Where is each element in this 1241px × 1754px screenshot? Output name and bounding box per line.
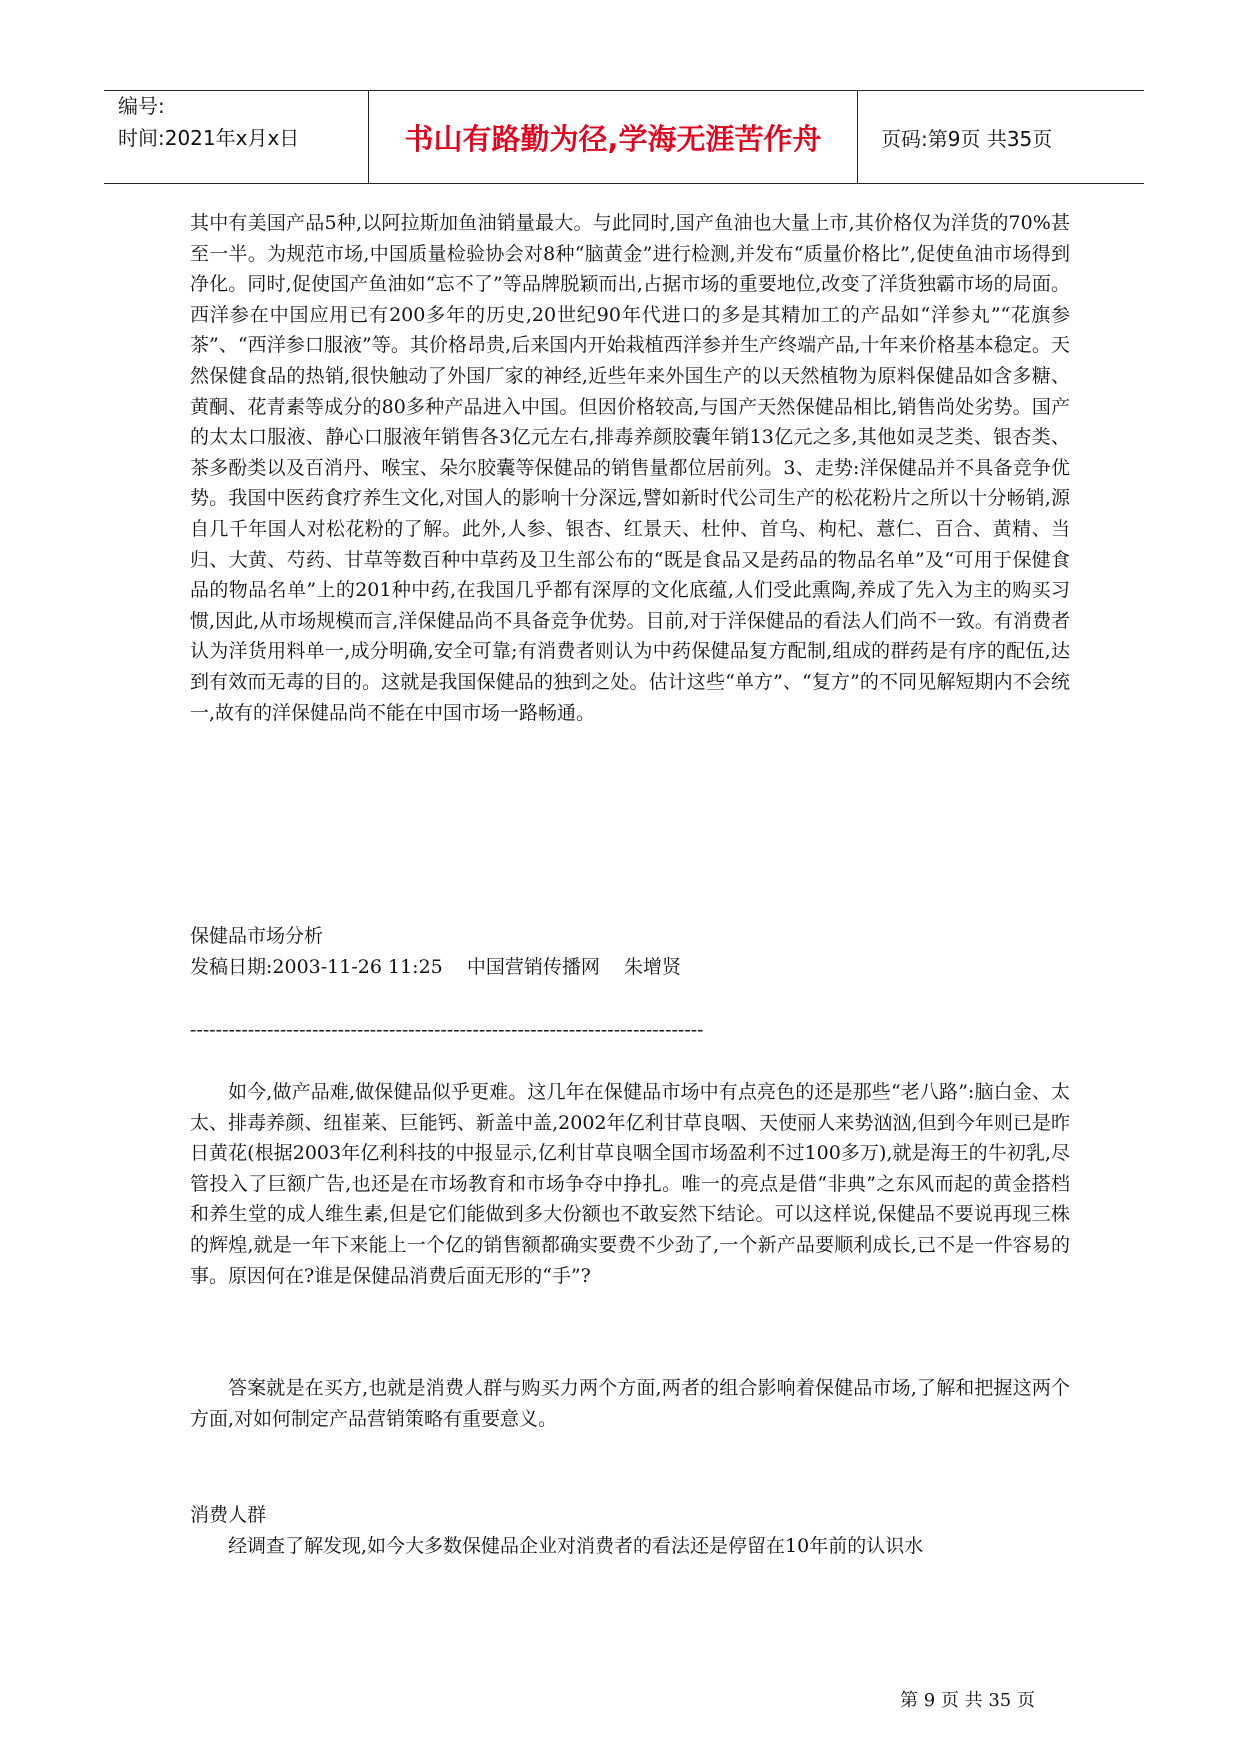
document-body-top [190,208,1070,728]
paragraph-consumers: 经调查了解发现,如今大多数保健品企业对消费者的看法还是停留在10年前的认识水 [228,1534,924,1557]
divider-line: -------------------------------------------------------------------------------- [190,1019,704,1041]
section-title: 消费人群 [190,1504,267,1526]
document-time-label: 时间:2021年x月x日 [118,126,300,150]
header-divider-right [857,91,858,183]
consumer-section [190,1500,1070,1561]
article-intro [190,1077,1070,1291]
article-heading-block [190,921,1070,982]
header-motto: 书山有路勤为径,学海无涯苦作舟 [404,121,822,156]
page-header [104,90,1144,184]
paragraph-continuation: 其中有美国产品5种,以阿拉斯加鱼油销量最大。与此同时,国产鱼油也大量上市,其价格仅为洋货的70%甚至一半。为规范市场,中国质量检验协会对8种“脑黄金”进行检测,并发布“质量价格比”,促使鱼油市场得到净化。同时,促使国产鱼油如“忘不了”等品牌脱颖而出,占据市场的重要地位,改变了洋货独霸市场的局面。西洋参在中国应用已有200多年的历史,20世纪90年代进口的多是其精加工的产品如“洋参丸”“花旗参茶”、“西洋参口服液”等。其价格昂贵,后来国内开始栽植西洋参并生产终端产品,十年来价格基本稳定。天然保健食品的热销,很快触动了外国厂家的神经,近些年来外国生产的以天然植物为原料保健品如含多糖、黄酮、花青素等成分的80多种产品进入中国。但因价格较高,与国产天然保健品相比,销售尚处劣势。国产的太太口服液、静心口服液年销售各3亿元左右,排毒养颜胶囊年销13亿元之多,其他如灵芝类、银杏类、茶多酚类以及百消丹、喉宝、朵尔胶囊等保健品的销售量都位居前列。3、走势:洋保健品并不具备竞争优势。我国中医药食疗养生文化,对国人的影响十分深远,譬如新时代公司生产的松花粉片之所以十分畅销,源自几千年国人对松花粉的了解。此外,人参、银杏、红景天、杜仲、首乌、枸杞、薏仁、百合、黄精、当归、大黄、芍药、甘草等数百种中草药及卫生部公布的“既是食品又是药品的物品名单”及“可用于保健食品的物品名单”上的201种中药,在我国几乎都有深厚的文化底蕴,人们受此熏陶,养成了先入为主的购买习惯,因此,从市场规模而言,洋保健品尚不具备竞争优势。目前,对于洋保健品的看法人们尚不一致。有消费者认为洋货用料单一,成分明确,安全可靠;有消费者则认为中药保健品复方配制,组成的群药是有序的配伍,达到有效而无毒的目的。这就是我国保健品的独到之处。估计这些“单方”、“复方”的不同见解短期内不会统一,故有的洋保健品尚不能在中国市场一路畅通。 [190,212,1070,724]
article-meta: 发稿日期:2003-11-26 11:25 中国营销传播网 朱增贤 [190,955,682,978]
page-footer: 第 9 页 共 35 页 [900,1690,1035,1711]
article-answer [190,1373,1070,1434]
document-number-label: 编号: [118,94,165,118]
header-info [118,93,368,181]
paragraph-answer: 答案就是在买方,也就是消费人群与购买力两个方面,两者的组合影响着保健品市场,了解和把握这两个方面,对如何制定产品营销策略有重要意义。 [190,1377,1070,1430]
header-page-number: 页码:第9页 共35页 [881,126,1053,151]
paragraph-intro: 如今,做产品难,做保健品似乎更难。这几年在保健品市场中有点亮色的还是那些“老八路”:脑白金、太太、排毒养颜、纽崔莱、巨能钙、新盖中盖,2002年亿利甘草良咽、天使丽人来势汹汹,但到今年则已是昨日黄花(根据2003年亿利科技的中报显示,亿利甘草良咽全国市场盈利不过100多万),就是海王的牛初乳,尽管投入了巨额广告,也还是在市场教育和市场争夺中挣扎。唯一的亮点是借“非典”之东风而起的黄金搭档和养生堂的成人维生素,但是它们能做到多大份额也不敢妄然下结论。可以这样说,保健品不要说再现三株的辉煌,就是一年下来能上一个亿的销售额都确实要费不少劲了,一个新产品要顺利成长,已不是一件容易的事。原因何在?谁是保健品消费后面无形的“手”? [190,1081,1070,1287]
article-title: 保健品市场分析 [190,925,324,947]
